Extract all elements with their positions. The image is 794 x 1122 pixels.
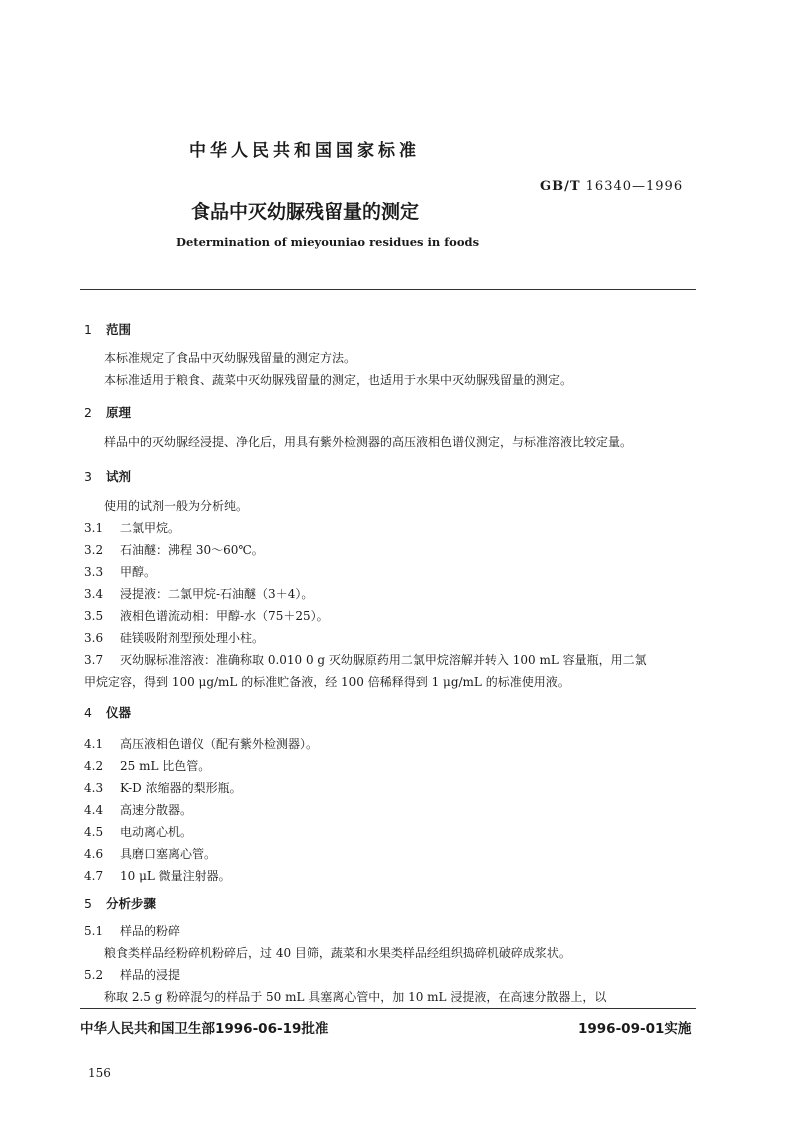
list-item-5-1: 5.1 样品的粉碎 <box>84 924 181 938</box>
document-title: 食品中灭幼脲残留量的测定 <box>191 201 420 223</box>
section-1-para-1: 本标准规定了食品中灭幼脲残留量的测定方法。 <box>104 351 357 365</box>
list-item-4-7: 4.7 10 μL 微量注射器。 <box>84 869 231 883</box>
section-2-para-1: 样品中的灭幼脲经浸提、净化后，用具有紫外检测器的高压液相色谱仪测定，与标准溶液比较定量。 <box>104 435 633 449</box>
issuer-title: 中华人民共和国国家标准 <box>189 141 420 161</box>
page-number: 156 <box>88 1066 111 1080</box>
list-item-5-2-para: 称取 2.5 g 粉碎混匀的样品于 50 mL 具塞离心管中，加 10 mL 浸提液，在高速分散器上，以 <box>104 990 607 1004</box>
list-item-3-5: 3.5 液相色谱流动相：甲醇-水（75＋25）。 <box>84 609 329 623</box>
list-item-4-4: 4.4 高速分散器。 <box>84 803 193 817</box>
footer-divider <box>80 1008 696 1009</box>
list-item-3-2: 3.2 石油醚：沸程 30～60℃。 <box>84 543 264 557</box>
list-item-3-7-continued: 甲烷定容，得到 100 μg/mL 的标准贮备液，经 100 倍稀释得到 1 μg/mL 的标准使用液。 <box>84 675 570 689</box>
section-1-para-2: 本标准适用于粮食、蔬菜中灭幼脲残留量的测定，也适用于水果中灭幼脲残留量的测定。 <box>104 373 573 387</box>
section-heading-1: 1 范围 <box>84 322 132 337</box>
list-item-4-3: 4.3 K-D 浓缩器的梨形瓶。 <box>84 781 242 795</box>
list-item-4-2: 4.2 25 mL 比色管。 <box>84 759 211 773</box>
list-item-5-2: 5.2 样品的浸提 <box>84 968 181 982</box>
list-item-3-6: 3.6 硅镁吸附剂型预处理小柱。 <box>84 631 265 645</box>
standard-number <box>540 179 683 194</box>
list-item-4-1: 4.1 高压液相色谱仪（配有紫外检测器）。 <box>84 737 319 751</box>
section-3-para-1: 使用的试剂一般为分析纯。 <box>104 499 249 513</box>
section-heading-4: 4 仪器 <box>84 705 132 720</box>
section-heading-5: 5 分析步骤 <box>84 896 157 911</box>
section-heading-2: 2 原理 <box>84 405 132 420</box>
header-divider <box>80 289 696 290</box>
list-item-4-6: 4.6 具磨口塞离心管。 <box>84 847 217 861</box>
implementation-date: 1996-09-01实施 <box>578 1021 692 1037</box>
list-item-3-4: 3.4 浸提液：二氯甲烷-石油醚（3＋4）。 <box>84 587 314 601</box>
list-item-3-3: 3.3 甲醇。 <box>84 565 157 579</box>
section-heading-3: 3 试剂 <box>84 469 132 484</box>
standard-code: 16340—1996 <box>585 179 684 194</box>
document-subtitle: Determination of mieyouniao residues in foods <box>176 235 480 249</box>
standard-prefix: GB/T <box>540 179 581 194</box>
approval-statement: 中华人民共和国卫生部1996-06-19批准 <box>80 1021 329 1037</box>
list-item-4-5: 4.5 电动离心机。 <box>84 825 193 839</box>
list-item-3-1: 3.1 二氯甲烷。 <box>84 521 181 535</box>
list-item-3-7: 3.7 灭幼脲标准溶液：准确称取 0.010 0 g 灭幼脲原药用二氯甲烷溶解并转入 100 mL 容量瓶，用二氯 <box>84 653 647 667</box>
list-item-5-1-para: 粮食类样品经粉碎机粉碎后，过 40 目筛，蔬菜和水果类样品经组织捣碎机破碎成浆状。 <box>104 946 571 960</box>
